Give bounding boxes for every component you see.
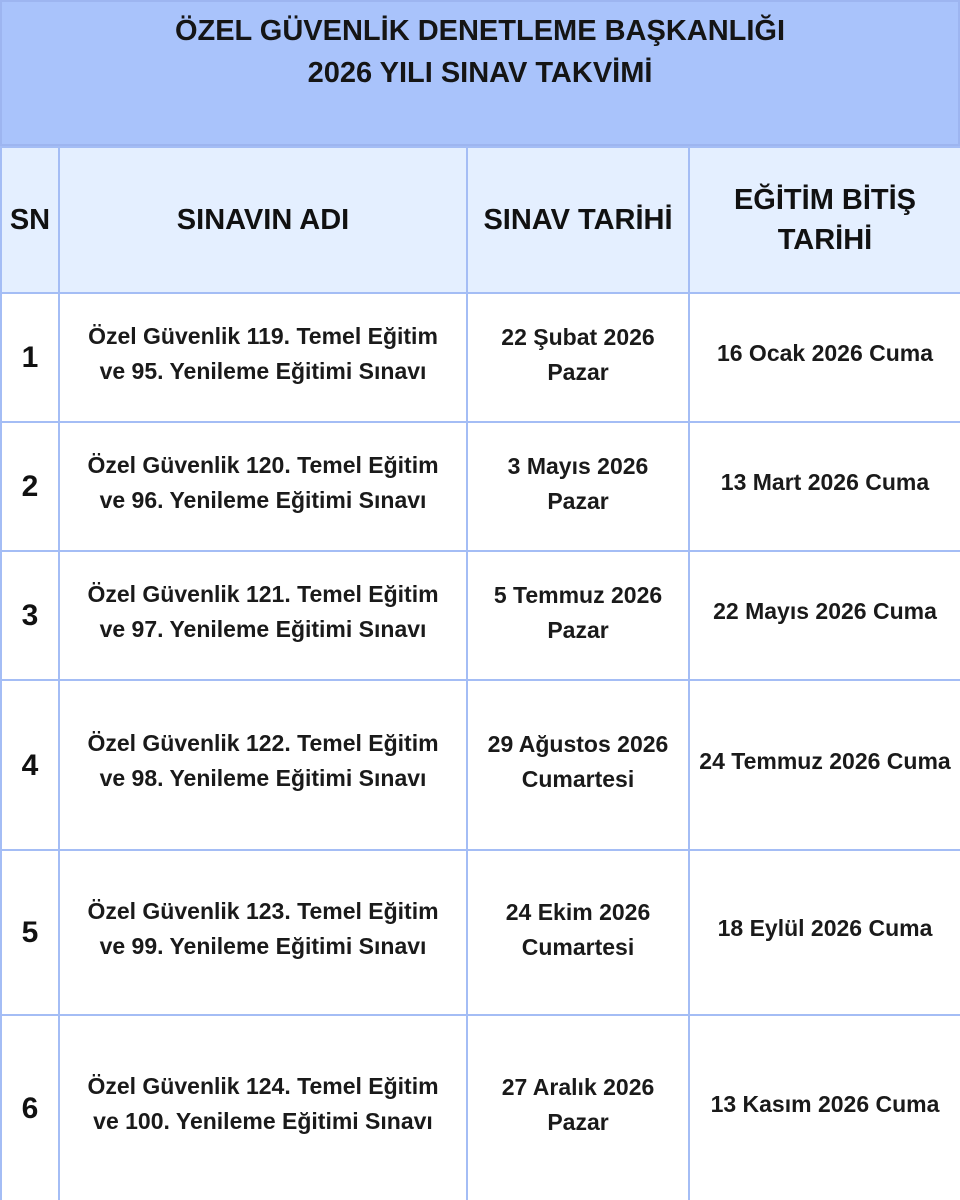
exam-name-line-2: ve 98. Yenileme Eğitimi Sınavı — [99, 765, 427, 791]
title-line-2: 2026 YILI SINAV TAKVİMİ — [307, 57, 653, 89]
row-sn: 2 — [1, 422, 59, 551]
exam-name-line-2: ve 95. Yenileme Eğitimi Sınavı — [99, 357, 427, 384]
exam-name-line-2: ve 96. Yenileme Eğitimi Sınavı — [99, 486, 427, 513]
row-exam-date — [467, 293, 689, 422]
title-banner — [0, 0, 960, 146]
row-exam-date — [467, 422, 689, 551]
exam-date-line-1: 24 Ekim 2026 — [505, 898, 651, 925]
exam-name-line-1: Özel Güvenlik 124. Temel Eğitim — [87, 1073, 439, 1099]
row-sn: 5 — [1, 850, 59, 1015]
exam-date-line-1: 5 Temmuz 2026 — [493, 581, 663, 608]
exam-date-line-1: 22 Şubat 2026 — [501, 323, 655, 350]
row-sn: 3 — [1, 551, 59, 680]
exam-name-line-1: Özel Güvenlik 122. Temel Eğitim — [87, 730, 439, 756]
title-line-1: ÖZEL GÜVENLİK DENETLEME BAŞKANLIĞI — [174, 15, 786, 47]
exam-date-line-2: Cumartesi — [521, 766, 635, 792]
exam-name-line-1: Özel Güvenlik 123. Temel Eğitim — [87, 897, 439, 924]
header-sn: SN — [1, 147, 59, 293]
exam-date-line-2: Pazar — [547, 358, 609, 385]
header-training-end-line-2: TARİHİ — [777, 224, 873, 256]
table-row — [1, 551, 960, 680]
table-row — [1, 1015, 960, 1200]
exam-name-line-1: Özel Güvenlik 119. Temel Eğitim — [88, 322, 438, 349]
row-exam-name — [59, 680, 467, 850]
exam-date-line-1: 3 Mayıs 2026 — [507, 452, 649, 479]
row-exam-name — [59, 293, 467, 422]
header-exam-date: SINAV TARİHİ — [467, 147, 689, 293]
row-exam-date — [467, 850, 689, 1015]
exam-date-line-2: Cumartesi — [521, 933, 635, 960]
row-training-end: 24 Temmuz 2026 Cuma — [689, 680, 960, 850]
table-row — [1, 422, 960, 551]
header-exam-name-label: SINAVIN ADI — [176, 204, 350, 236]
table-row — [1, 680, 960, 850]
row-training-end: 22 Mayıs 2026 Cuma — [689, 551, 960, 680]
exam-name-line-2: ve 99. Yenileme Eğitimi Sınavı — [99, 932, 427, 959]
header-training-end-line-1: EĞİTİM BİTİŞ — [733, 184, 917, 216]
exam-name-line-2: ve 97. Yenileme Eğitimi Sınavı — [99, 615, 427, 642]
row-training-end: 13 Kasım 2026 Cuma — [689, 1015, 960, 1200]
header-training-end — [689, 147, 960, 293]
row-training-end: 13 Mart 2026 Cuma — [689, 422, 960, 551]
row-exam-name — [59, 1015, 467, 1200]
row-sn: 6 — [1, 1015, 59, 1200]
exam-name-line-1: Özel Güvenlik 121. Temel Eğitim — [87, 580, 439, 607]
exam-date-line-1: 29 Ağustos 2026 — [487, 731, 669, 757]
header-exam-name — [59, 147, 467, 293]
row-exam-date — [467, 1015, 689, 1200]
row-exam-name — [59, 422, 467, 551]
row-training-end: 16 Ocak 2026 Cuma — [689, 293, 960, 422]
exam-name-line-1: Özel Güvenlik 120. Temel Eğitim — [87, 451, 439, 478]
exam-date-line-2: Pazar — [547, 1109, 609, 1135]
row-exam-date — [467, 680, 689, 850]
table-row — [1, 293, 960, 422]
row-sn: 4 — [1, 680, 59, 850]
row-training-end: 18 Eylül 2026 Cuma — [689, 850, 960, 1015]
exam-date-line-2: Pazar — [547, 487, 609, 514]
row-exam-name — [59, 850, 467, 1015]
row-sn: 1 — [1, 293, 59, 422]
exam-schedule-table — [0, 146, 960, 1200]
exam-date-line-2: Pazar — [547, 616, 609, 643]
table-row — [1, 850, 960, 1015]
row-exam-date — [467, 551, 689, 680]
header-row — [1, 147, 960, 293]
exam-name-line-2: ve 100. Yenileme Eğitimi Sınavı — [93, 1108, 433, 1134]
row-exam-name — [59, 551, 467, 680]
exam-date-line-1: 27 Aralık 2026 — [501, 1074, 655, 1100]
